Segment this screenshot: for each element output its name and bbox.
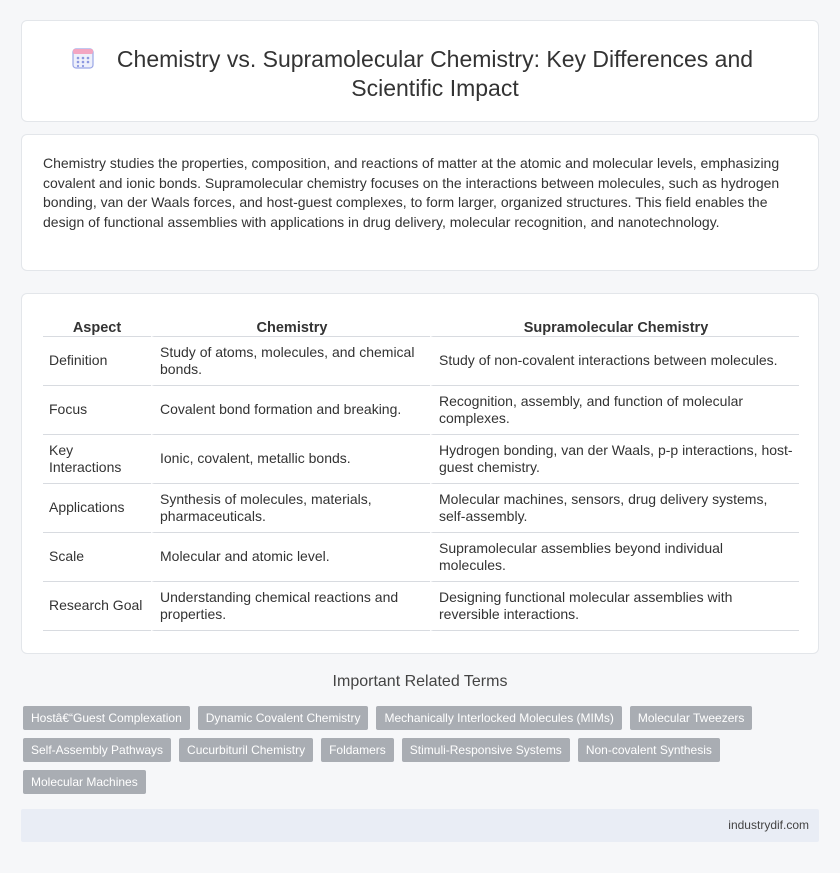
table-row: [43, 484, 799, 533]
related-terms-title: Important Related Terms: [332, 673, 508, 690]
table-row: [43, 386, 799, 435]
row-supramolecular: Recognition, assembly, and function of molecular complexes.: [430, 386, 799, 435]
related-term-tag[interactable]: Non-covalent Synthesis: [578, 738, 720, 762]
row-chemistry: Molecular and atomic level.: [151, 533, 430, 582]
table-header-row: [43, 315, 799, 337]
row-supramolecular: Molecular machines, sensors, drug delivery systems, self-assembly.: [430, 484, 799, 533]
row-supramolecular: Hydrogen bonding, van der Waals, p-p interactions, host-guest chemistry.: [430, 435, 799, 484]
related-term-tag[interactable]: Mechanically Interlocked Molecules (MIMs): [376, 706, 621, 730]
page-title: Chemistry vs. Supramolecular Chemistry: Key Differences and Scientific Impact: [116, 46, 754, 101]
row-supramolecular: Study of non-covalent interactions between molecules.: [430, 337, 799, 386]
row-aspect: Research Goal: [43, 582, 151, 631]
title-card: [21, 20, 819, 122]
row-supramolecular: Designing functional molecular assemblies with reversible interactions.: [430, 582, 799, 631]
header-chemistry: Chemistry: [151, 315, 430, 337]
footer: [21, 809, 819, 842]
row-chemistry: Study of atoms, molecules, and chemical bonds.: [151, 337, 430, 386]
row-chemistry: Synthesis of molecules, materials, pharmaceuticals.: [151, 484, 430, 533]
row-chemistry: Understanding chemical reactions and properties.: [151, 582, 430, 631]
related-term-tag[interactable]: Molecular Tweezers: [630, 706, 753, 730]
footer-site-link[interactable]: industrydif.com: [728, 818, 809, 832]
row-aspect: Applications: [43, 484, 151, 533]
related-terms-list: [23, 706, 813, 794]
intro-paragraph: Chemistry studies the properties, composition, and reactions of matter at the atomic and molecular levels, emphasizing covalent and ionic bonds. Supramolecular chemistry focuses on the interactions between molecules, such as hydrogen bonding, van der Waals forces, and host-guest complexes, to form larger, organized structures. This field enables the design of functional assemblies with applications in drug delivery, molecular recognition, and nanotechnology.: [43, 155, 780, 230]
table-row: [43, 337, 799, 386]
row-aspect: Key Interactions: [43, 435, 151, 484]
related-term-tag[interactable]: Molecular Machines: [23, 770, 146, 794]
row-chemistry: Ionic, covalent, metallic bonds.: [151, 435, 430, 484]
row-supramolecular: Supramolecular assemblies beyond individual molecules.: [430, 533, 799, 582]
related-term-tag[interactable]: Cucurbituril Chemistry: [179, 738, 313, 762]
table-row: [43, 435, 799, 484]
comparison-table: [43, 315, 799, 631]
table-row: [43, 533, 799, 582]
related-term-tag[interactable]: Foldamers: [321, 738, 394, 762]
row-chemistry: Covalent bond formation and breaking.: [151, 386, 430, 435]
related-term-tag[interactable]: Dynamic Covalent Chemistry: [198, 706, 369, 730]
row-aspect: Definition: [43, 337, 151, 386]
header-supramolecular: Supramolecular Chemistry: [430, 315, 799, 337]
related-term-tag[interactable]: Stimuli-Responsive Systems: [402, 738, 570, 762]
row-aspect: Focus: [43, 386, 151, 435]
header-aspect: Aspect: [43, 315, 151, 337]
row-aspect: Scale: [43, 533, 151, 582]
related-term-tag[interactable]: Self-Assembly Pathways: [23, 738, 171, 762]
comparison-card: [21, 293, 819, 654]
intro-card: [21, 134, 819, 271]
table-row: [43, 582, 799, 631]
related-term-tag[interactable]: Hostâ€“Guest Complexation: [23, 706, 190, 730]
